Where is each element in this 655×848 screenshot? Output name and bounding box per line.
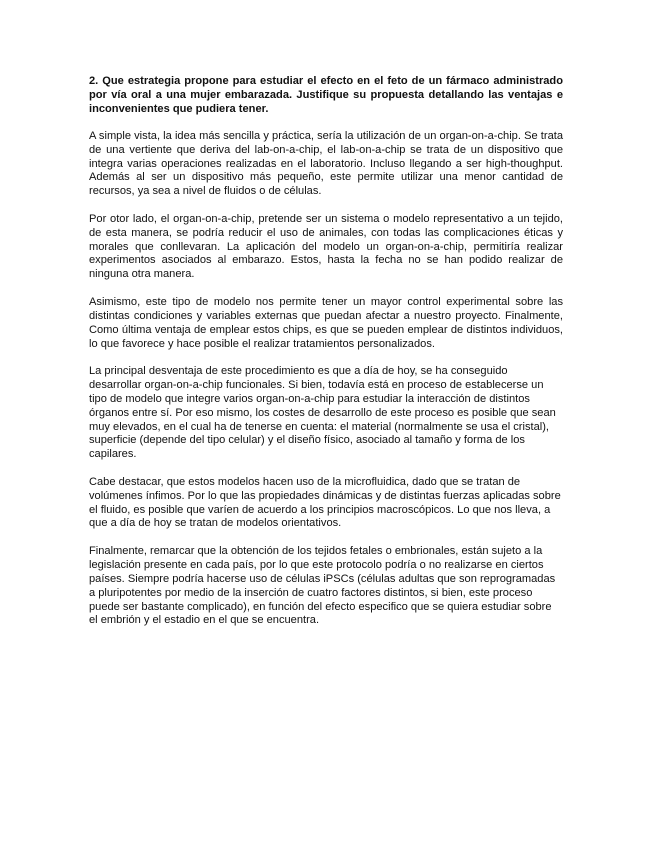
paragraph-legislation: Finalmente, remarcar que la obtención de los tejidos fetales o embrionales, están sujeto a la legislación presente en cada país, por lo que este protocolo podría o no realizarse en ciertos países. Siempre podría hacerse uso de células iPSCs (células adultas que son reprogramadas a pluripotentes por medio de la inserción de cuatro factores distintos, si bien, este proceso puede ser bastante complicado), en función del efecto especifico que se quiera estudiar sobre el embrión y el estadio en el que se encuentra. [89,544,556,627]
paragraph-disadvantages: La principal desventaja de este procedimiento es que a día de hoy, se ha conseguido desarrollar organ-on-a-chip funcionales. Si bien, todavía está en proceso de establecerse un tipo de modelo que integre varios organ-on-a-chip para estudiar la interacción de distintos órganos entre sí. Por eso mismo, los costes de desarrollo de este proceso es posible que sean muy elevados, en el cual ha de tenerse en cuenta: el material (normalmente se usa el cristal), superficie (depende del tipo celular) y el diseño físico, asociado al tamaño y forma de los capilares. [89,364,556,461]
paragraph-organ-on-a-chip-intro: A simple vista, la idea más sencilla y práctica, sería la utilización de un organ-on-a-chip. Se trata de una vertiente que deriva del lab-on-a-chip, el lab-on-a-chip se trata de un dispositivo que integra varias operaciones realizadas en el laboratorio. Incluso llegando a ser high-thoughput. Además al ser un dispositivo más pequeño, este permite utilizar una menor cantidad de recursos, ya sea a nivel de fluidos o de células. [89,129,563,198]
paragraph-microfluidics: Cabe destacar, que estos modelos hacen uso de la microfluidica, dado que se tratan de volúmenes ínfimos. Por lo que las propiedades dinámicas y de distintas fuerzas aplicadas sobre el fluido, es posible que varíen de acuerdo a los principios macroscópicos. Lo que nos lleva, a que a día de hoy se tratan de modelos orientativos. [89,475,561,530]
paragraph-ethics: Por otor lado, el organ-on-a-chip, pretende ser un sistema o modelo representativo a un tejido, de esta manera, se podría reducir el uso de animales, con todas las complicaciones éticas y morales que conllevaran. La aplicación del modelo un organ-on-a-chip, permitiría realizar experimentos asociados al embarazo. Estos, hasta la fecha no se han podido realizar de ninguna otra manera. [89,212,563,281]
document-page [89,75,563,642]
paragraph-advantages: Asimismo, este tipo de modelo nos permite tener un mayor control experimental sobre las distintas condiciones y variables externas que puedan afectar a nuestro proyecto. Finalmente, Como última ventaja de emplear estos chips, es que se pueden emplear de distintos individuos, lo que favorece y hace posible el realizar tratamientos personalizados. [89,295,563,350]
question-heading: 2. Que estrategia propone para estudiar el efecto en el feto de un fármaco administrado por vía oral a una mujer embarazada. Justifique su propuesta detallando las ventajas e inconvenientes que pudiera tener. [89,75,563,115]
